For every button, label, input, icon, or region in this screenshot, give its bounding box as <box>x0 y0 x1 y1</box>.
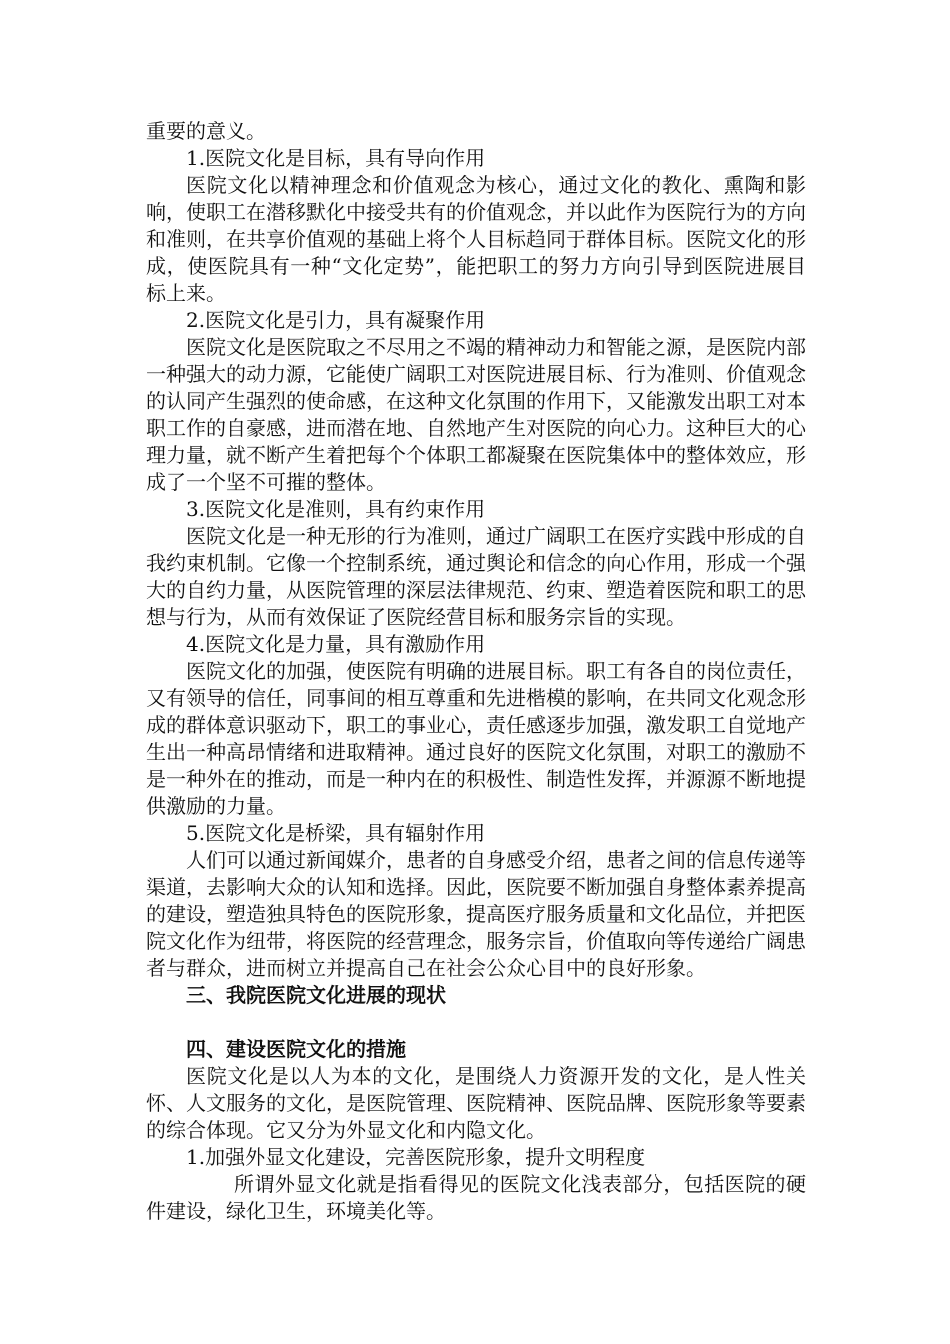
document-page <box>146 118 806 1225</box>
paragraph-external-culture: 所谓外显文化就是指看得见的医院文化浅表部分，包括医院的硬件建设，绿化卫生，环境美化等。 <box>146 1172 806 1223</box>
section-heading-status: 三、我院医院文化进展的现状 <box>186 983 446 1007</box>
subheading-incentive: 4.医院文化是力量，具有激励作用 <box>186 632 486 656</box>
subheading-radiation: 5.医院文化是桥梁，具有辐射作用 <box>186 821 486 845</box>
paragraph-constraint: 医院文化是一种无形的行为准则，通过广阔职工在医疗实践中形成的自我约束机制。它像一个控制系统，通过舆论和信念的向心作用，形成一个强大的自约力量，从医院管理的深层法律规范、约束、塑造着医院和职工的思想与行为，从而有效保证了医院经营目标和服务宗旨的实现。 <box>146 524 806 629</box>
paragraph-goal: 医院文化以精神理念和价值观念为核心，通过文化的教化、熏陶和影响，使职工在潜移默化中接受共有的价值观念，并以此作为医院行为的方向和准则，在共享价值观的基础上将个人目标趋同于群体目标。医院文化的形成，使医院具有一种“文化定势”，能把职工的努力方向引导到医院进展目标上来。 <box>146 173 806 305</box>
section-heading-measures: 四、建设医院文化的措施 <box>186 1037 406 1061</box>
paragraph-incentive: 医院文化的加强，使医院有明确的进展目标。职工有各自的岗位责任，又有领导的信任，同事间的相互尊重和先进楷模的影响，在共同文化观念形成的群体意识驱动下，职工的事业心，责任感逐步加强，激发职工自觉地产生出一种高昂情绪和进取精神。通过良好的医院文化氛围，对职工的激励不是一种外在的推动，而是一种内在的积极性、制造性发挥，并源源不断地提供激励的力量。 <box>146 659 806 818</box>
blank-line <box>146 1009 806 1036</box>
paragraph-measures: 医院文化是以人为本的文化，是围绕人力资源开发的文化，是人性关怀、人文服务的文化，是医院管理、医院精神、医院品牌、医院形象等要素的综合体现。它又分为外显文化和内隐文化。 <box>146 1064 806 1142</box>
paragraph-radiation: 人们可以通过新闻媒介，患者的自身感受介绍，患者之间的信息传递等渠道，去影响大众的认知和选择。因此，医院要不断加强自身整体素养提高的建设，塑造独具特色的医院形象，提高医疗服务质量和文化品位，并把医院文化作为纽带，将医院的经营理念，服务宗旨，价值取向等传递给广阔患者与群众，进而树立并提高自己在社会公众心目中的良好形象。 <box>146 848 806 980</box>
paragraph-continuation: 重要的意义。 <box>146 119 266 143</box>
subheading-external-culture: 1.加强外显文化建设，完善医院形象，提升文明程度 <box>186 1145 646 1169</box>
subheading-cohesion: 2.医院文化是引力，具有凝聚作用 <box>186 308 486 332</box>
subheading-goal: 1.医院文化是目标，具有导向作用 <box>186 146 486 170</box>
subheading-constraint: 3.医院文化是准则，具有约束作用 <box>186 497 486 521</box>
paragraph-cohesion: 医院文化是医院取之不尽用之不竭的精神动力和智能之源，是医院内部一种强大的动力源，它能使广阔职工对医院进展目标、行为准则、价值观念的认同产生强烈的使命感，在这种文化氛围的作用下，又能激发出职工对本职工作的自豪感，进而潜在地、自然地产生对医院的向心力。这种巨大的心理力量，就不断产生着把每个个体职工都凝聚在医院集体中的整体效应，形成了一个坚不可摧的整体。 <box>146 335 806 494</box>
